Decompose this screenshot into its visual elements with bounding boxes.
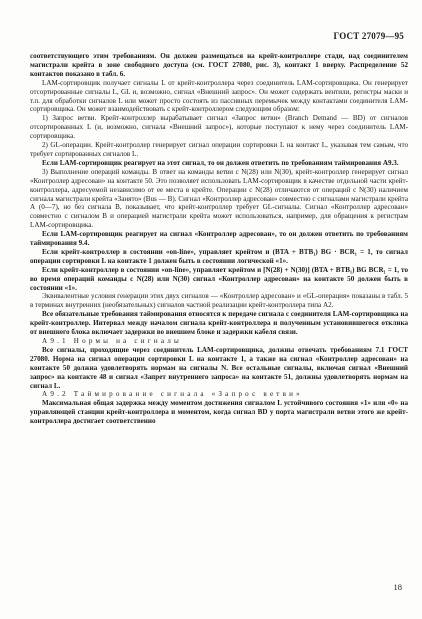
paragraph: LAM-сортировщик получает сигналы L от крейт-контроллера через соединитель LAM-сортировщика. Он генерирует отсортированные сигналы L, GL и, возможно, сигнал «Внешний запрос». Он может содержать вентили, регистры маски и т.п. для обработки сигналов L или может просто состоять из пассивных перемычек между контактами соединителя LAM-сортировщика. Он может взаимодействовать с крейт-контроллером следующим образом: (30, 78, 408, 114)
paragraph: 2) GL-операции. Крейт-контроллер генерирует сигнал операции сортировки L на контакт L, указывая тем самым, что требует сортированных сигналов L. (30, 141, 408, 158)
paragraph: Если крейт-контроллер в состоянии «on-line», управляет крейтом и [N(28) + N(30)] (BTA + BTB₁) BG BCR₁ = 1, то во время операций команды с N(28) или N(30) сигнал «Контроллер адресован» на контакте 50 должен быть в состоянии «1». (30, 265, 408, 292)
page-number: 18 (393, 582, 402, 592)
paragraph: Эквивалентные условия генерации этих двух сигналов — «Контроллер адресован» и «GL-операция» показаны в табл. 5 в терминах внутренних (необязательных) сигналов частной реализации крейт-контроллера типа А2. (30, 292, 408, 310)
section-heading: А9.2 Таймирование сигнала «Запрос ветви» (42, 390, 303, 399)
paragraph: Максимальная общая задержка между моментом достижения сигналом L устойчивого состояния «1» или «0» на управляющей станции крейт-контроллера и моментом, когда сигнал BD у порта магистрали ветви этого же крейт-контроллера достигает соответственно (30, 399, 408, 426)
paragraph: Если LAM-сортировщик реагирует на сигнал «Контроллер адресован», то он должен ответить по требованиям таймирования 9.4. (30, 230, 408, 248)
paragraph: Все обязательные требования таймирования относятся к передаче сигнала с соединителя LAM-сортировщика на крейт-контроллер. Интервал между началом сигнала крейт-контроллера и полученным установившегося отклика от внешнего блока включает задержки во внешнем блоке и задержки кабеля связи. (30, 310, 408, 337)
page-header: ГОСТ 27079—95 (333, 31, 404, 41)
paragraph: 1) Запрос ветви. Крейт-контроллер вырабатывает сигнал «Запрос ветви» (Branch Demand — BD) от сигналов отсортированных L (и, возможно, сигнала «Внешний запрос»), которые поступают к нему через соединитель LAM-сортировщика. (30, 114, 408, 141)
paragraph: 3) Выполнение операций команды. В ответ на команды ветви с N(28) или N(30), крейт-контроллер генерирует сигнал «Контроллер адресован» на контакте 50. Это позволяет использовать LAM-сортировщик в качестве отдельной части крейт-контроллера, адресуемой независимо от ее места в крейте. Операции с N(28) отличаются от операций с N(30) наличием сигнала магистрали крейта «Занято» (Bus — B). Сигнал «Контроллер адресован» совместно с сигналами магистрали крейта А (0—7), но без сигнала B, показывает, что крейт-контроллер требует GL-сигналы. Сигнал «Контроллер адресован» совместно с сигналом B и операцией магистрали крейта может использоваться, например, для обращения к регистрам LAM-сортировщика. (30, 167, 408, 230)
paragraph: соответствующего этим требованиям. Он должен размещаться на крейт-контроллере стади, над соединителем магистрали крейта в зоне свободного доступа (см. ГОСТ 27080, рис. 3), контакт 1 вверху. Распределение 52 контактов показано в табл. 6. (30, 52, 408, 78)
section-heading: А9.1 Нормы на сигналы (42, 337, 182, 345)
paragraph: Если крейт-контроллер в состоянии «on-line», управляет крейтом и (BTA + BTB₁) BG · BCR₁ = 1, то сигнал операции сортировки L на контакте 1 должен быть в состоянии логической «1». (30, 247, 408, 265)
paragraph: Если LAM-сортировщик реагирует на этот сигнал, то он должен ответить по требованиям таймирования А9.3. (42, 158, 399, 167)
document-body (30, 52, 408, 426)
paragraph: Все сигналы, проходящие через соединитель LAM-сортировщика, должны отвечать требованиям 7.1 ГОСТ 27080. Норма на сигнал операции сортировки L на контакте 1, а также на сигнал «Контроллер адресован» на контакте 50 должна удовлетворять нормам на сигналы N. Все остальные сигналы, включая сигнал «Внешний запрос» на контакте 48 и сигнал «Запрет внутреннего запроса» на контакте 51, должны удовлетворять нормам на сигнал L. (30, 345, 408, 390)
